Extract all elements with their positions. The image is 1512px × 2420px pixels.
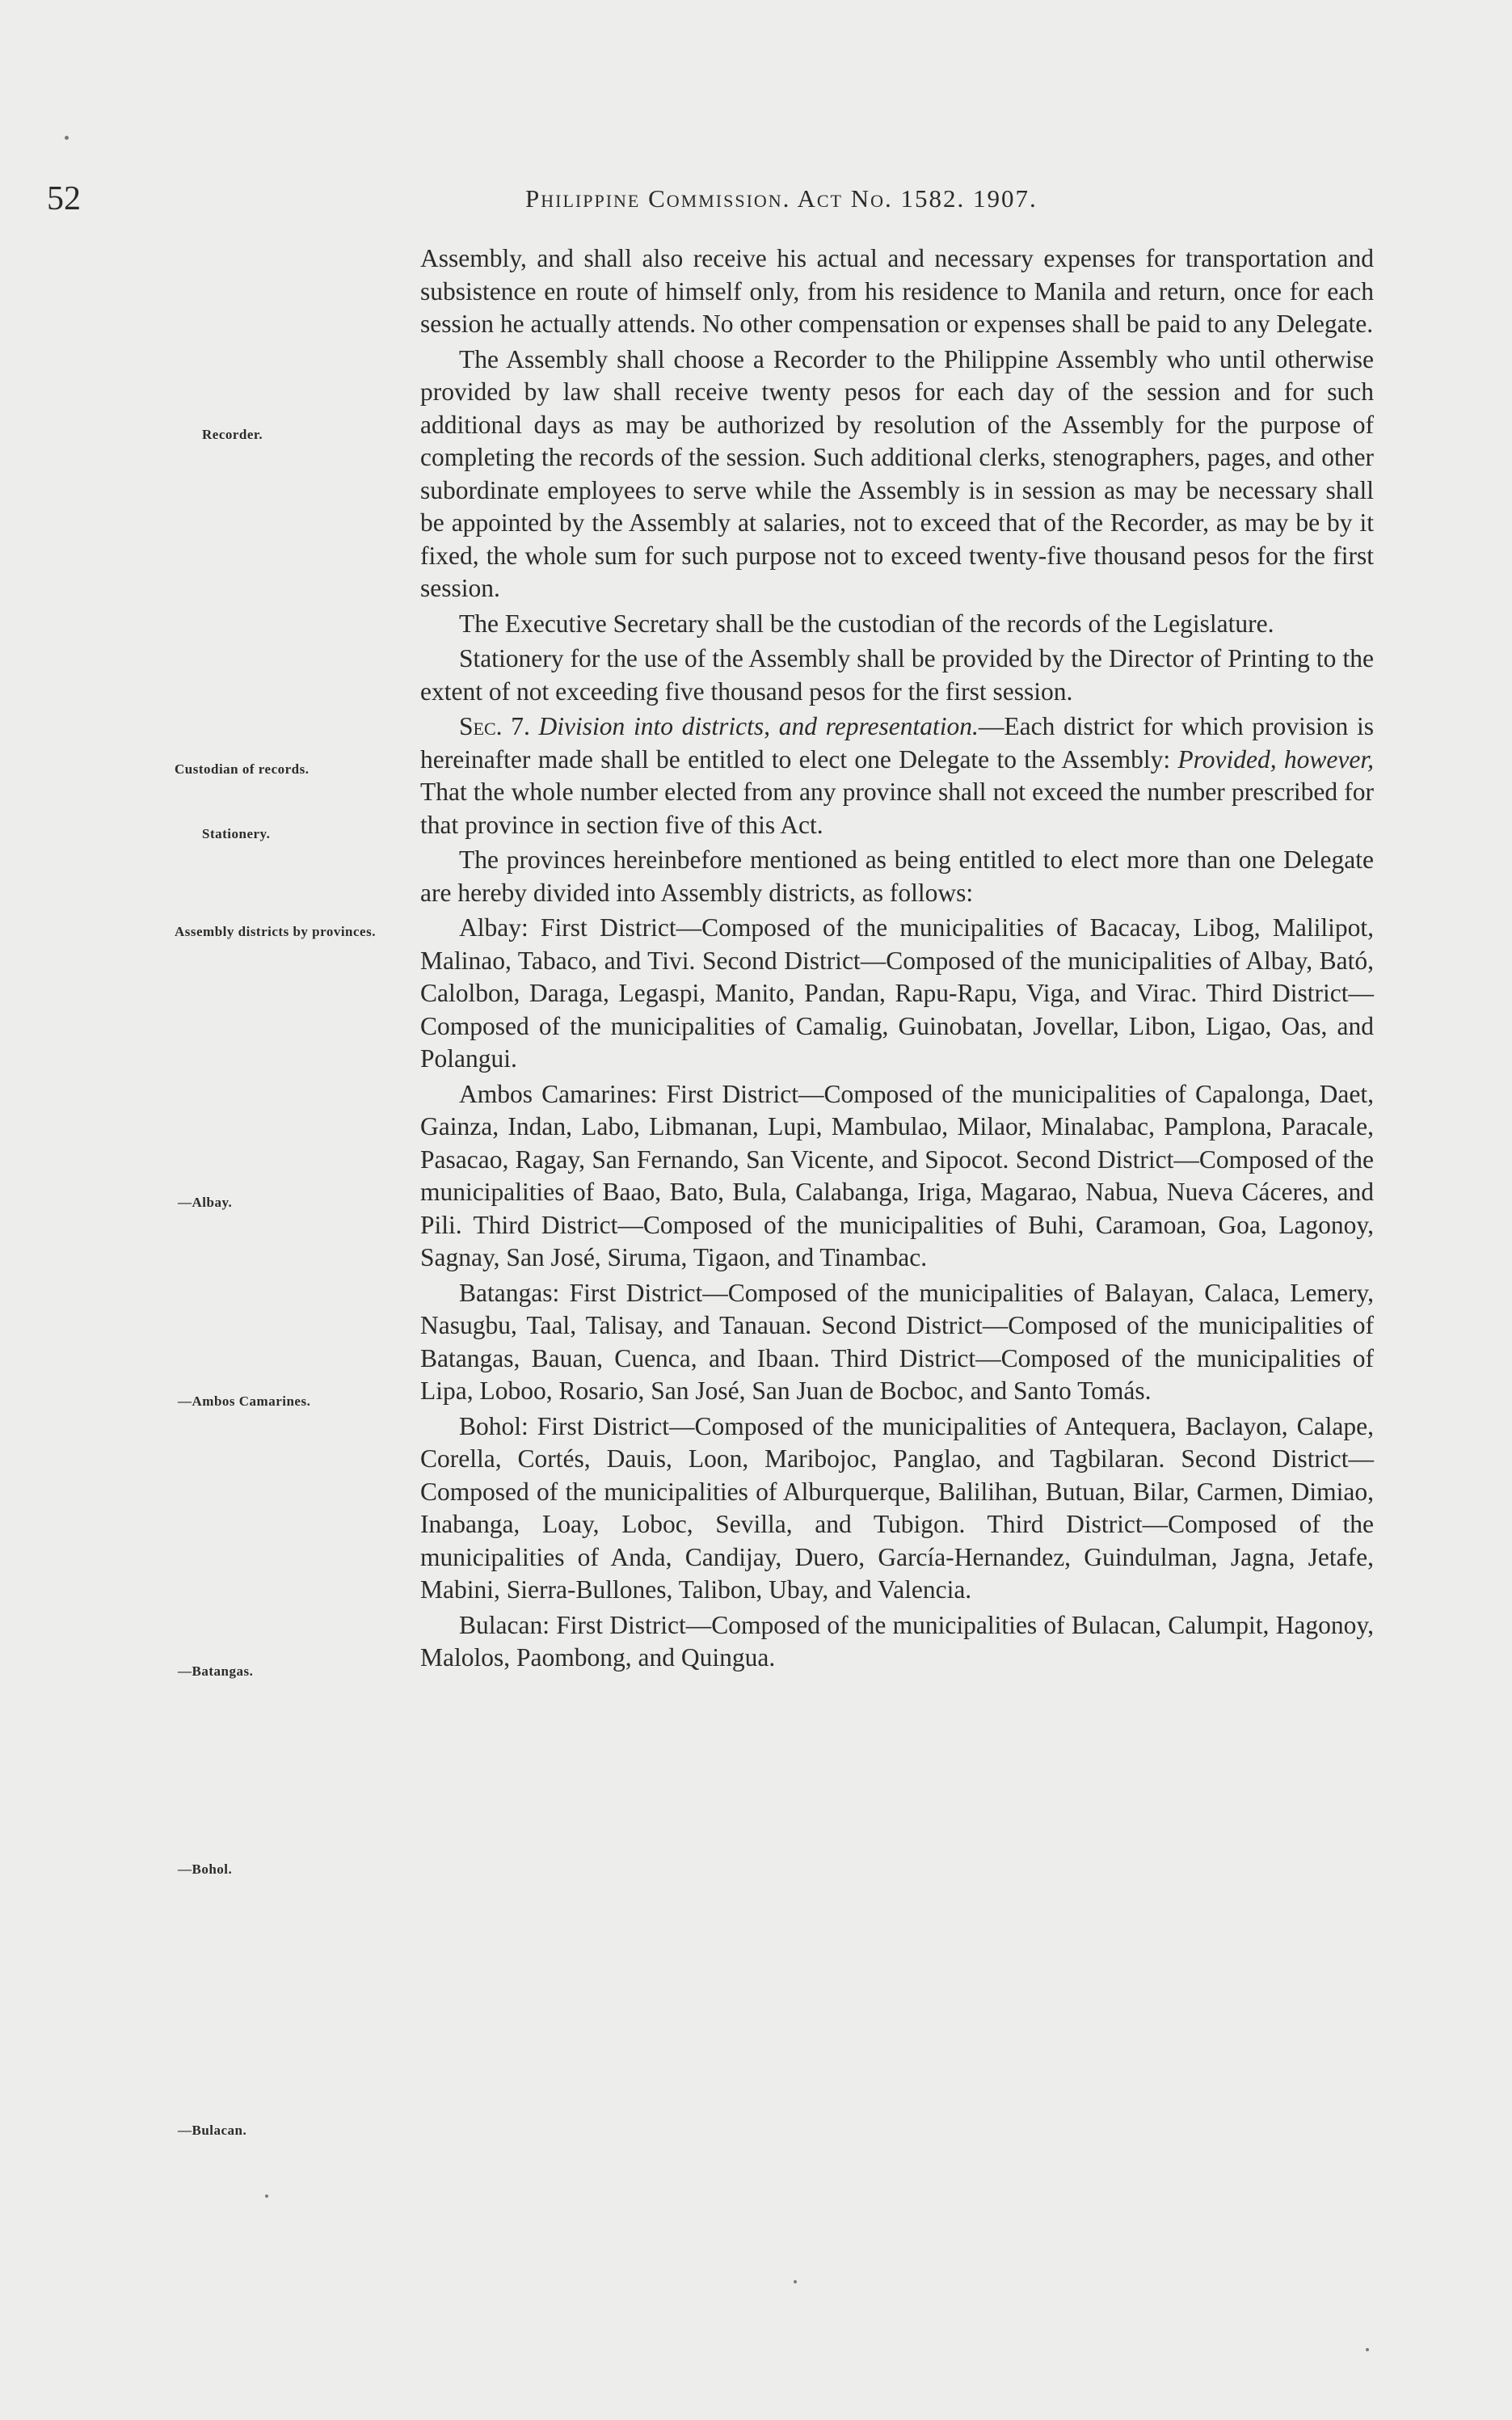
- section-text-b: That the whole number elected from any province shall not exceed the number prescribed for that province in section five of this Act.: [420, 778, 1374, 839]
- margin-note-stationery: Stationery.: [202, 826, 271, 841]
- margin-note-albay: —Albay.: [178, 1195, 233, 1210]
- paragraph-albay: Albay: First District—Composed of the municipalities of Bacacay, Libog, Malilipot, Malinao, Tabaco, and Tivi. Second District—Composed of the municipalities of Albay, Bató, Calolbon, Daraga, Legaspi, Manito, Pandan, Rapu-Rapu, Viga, and Virac. Third District—Composed of the municipalities of Camalig, Guinobatan, Jovellar, Libon, Ligao, Oas, and Polangui.: [420, 913, 1374, 1073]
- section-heading: Division into districts, and representation.: [538, 712, 979, 740]
- margin-note-batangas: —Batangas.: [178, 1663, 254, 1679]
- speck-mark: [265, 2194, 268, 2198]
- paragraph-bohol: Bohol: First District—Composed of the municipalities of Antequera, Baclayon, Calape, Corella, Cortés, Dauis, Loon, Maribojoc, Panglao, and Tagbilaran. Second District—Composed of the municipalities of Alburquerque, Balilihan, Butuan, Bilar, Carmen, Dimiao, Inabanga, Loay, Loboc, Sevilla, and Tubigon. Third District—Composed of the municipalities of Anda, Candijay, Duero, García-Hernandez, Guindulman, Jagna, Jetafe, Mabini, Sierra-Bullones, Talibon, Ubay, and Valencia.: [420, 1411, 1374, 1604]
- margin-note-assembly-districts: Assembly districts by provinces.: [175, 924, 376, 939]
- margin-note-recorder: Recorder.: [202, 427, 263, 442]
- paragraph-recorder: The Assembly shall choose a Recorder to the Philippine Assembly who until otherwise provided by law shall receive twenty pesos for each day of the session and for such additional days as may be authorized by resolution of the Assembly for the purpose of completing the records of the session. Such additional clerks, stenographers, pages, and other subordinate employees to serve while the Assembly is in session as may be necessary shall be appointed by the Assembly at salaries, not to exceed that of the Recorder, as may be by it fixed, the whole sum for such purpose not to exceed twenty-five thousand pesos for the first session.: [420, 344, 1374, 602]
- speck-mark: [1366, 2348, 1369, 2351]
- margin-note-ambos-camarines: —Ambos Camarines.: [178, 1393, 311, 1409]
- page-header: [0, 179, 1512, 228]
- paragraph-stationery: Stationery for the use of the Assembly shall be provided by the Director of Printing to the extent of not exceeding five thousand pesos for the first session.: [420, 644, 1374, 706]
- section-number: Sec. 7.: [459, 712, 530, 740]
- paragraph-ambos-camarines: Ambos Camarines: First District—Composed of the municipalities of Capalonga, Daet, Gainza, Indan, Labo, Libmanan, Lupi, Mambulao, Milaor, Minalabac, Pamplona, Paracale, Pasacao, Ragay, San Fernando, San Vicente, and Sipocot. Second District—Composed of the municipalities of Baao, Bato, Bula, Calabanga, Iriga, Magarao, Nabua, Nueva Cáceres, and Pili. Third District—Composed of the municipalities of Buhi, Caramoan, Goa, Lagonoy, Sagnay, San José, Siruma, Tigaon, and Tinambac.: [420, 1079, 1374, 1271]
- page-number: 52: [47, 180, 81, 217]
- paragraph-provinces: The provinces hereinbefore mentioned as being entitled to elect more than one Delegate are hereby divided into Assembly districts, as follows:: [420, 845, 1374, 907]
- speck-mark: [794, 2280, 797, 2283]
- section-7: [420, 710, 1374, 841]
- proviso: Provided, however,: [1177, 744, 1374, 774]
- margin-note-custodian: Custodian of records.: [175, 761, 310, 777]
- section-text-a: —Each district for which provision is hereinafter made shall be entitled to elect one Delegate to the Assembly:: [420, 712, 1374, 774]
- paragraph-bulacan: Bulacan: First District—Composed of the municipalities of Bulacan, Calumpit, Hagonoy, Malolos, Paombong, and Quingua.: [420, 1610, 1374, 1672]
- body-text: [420, 242, 1374, 1677]
- paragraph-continuation: Assembly, and shall also receive his actual and necessary expenses for transportation and subsistence en route of himself only, from his residence to Manila and return, once for each session he actually attends. No other compensation or expenses shall be paid to any Delegate.: [420, 244, 1374, 338]
- margin-note-bulacan: —Bulacan.: [178, 2123, 247, 2138]
- paragraph-batangas: Batangas: First District—Composed of the municipalities of Balayan, Calaca, Lemery, Nasugbu, Taal, Talisay, and Tanauan. Second District—Composed of the municipalities of Batangas, Bauan, Cuenca, and Ibaan. Third District—Composed of the municipalities of Lipa, Loboo, Rosario, San José, San Juan de Bocboc, and Santo Tomás.: [420, 1278, 1374, 1405]
- running-head: Philippine Commission. Act No. 1582. 1907.: [525, 184, 1038, 213]
- speck-mark: [65, 136, 69, 140]
- paragraph-custodian: The Executive Secretary shall be the custodian of the records of the Legislature.: [459, 609, 1274, 638]
- margin-note-bohol: —Bohol.: [178, 1861, 233, 1877]
